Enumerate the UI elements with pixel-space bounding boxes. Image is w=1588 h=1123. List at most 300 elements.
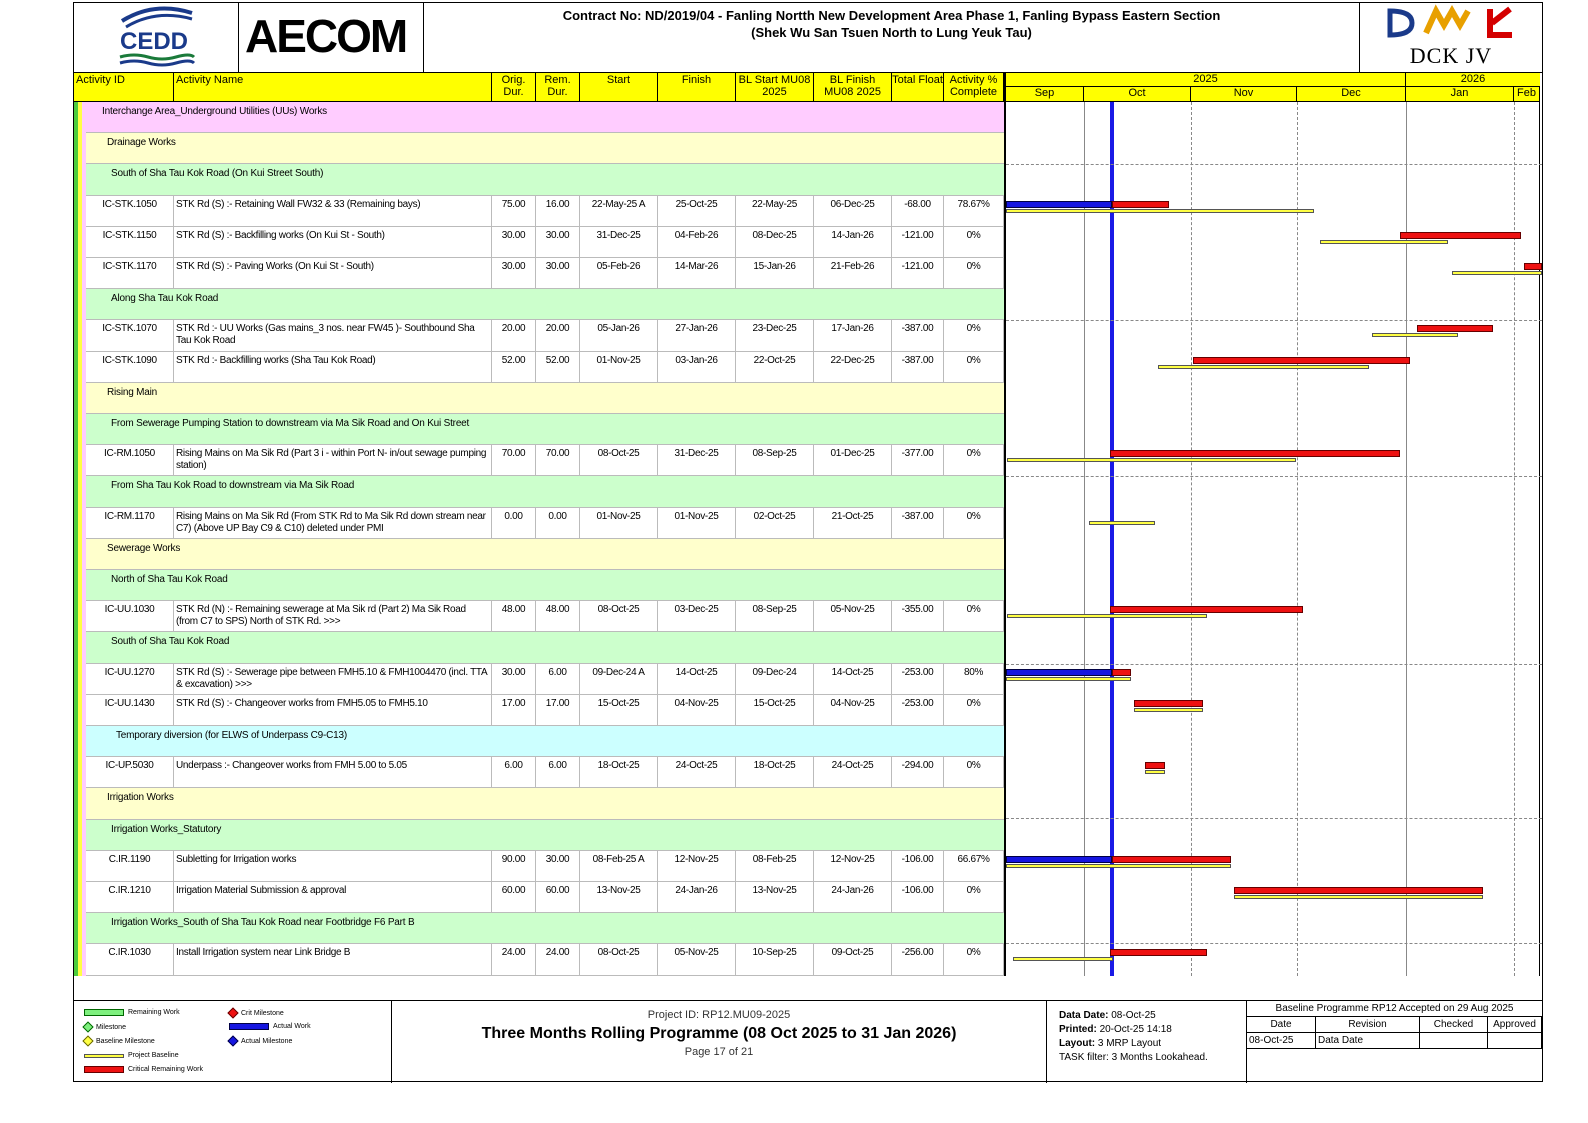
actual-work-swatch (229, 1023, 269, 1030)
cell-start: 18-Oct-25 (580, 757, 658, 788)
legend (74, 1001, 392, 1083)
revision-block (1247, 1001, 1542, 1083)
wbs-label: South of Sha Tau Kok Road (On Kui Street South) (111, 168, 324, 180)
cell-finish: 04-Nov-25 (658, 695, 736, 726)
cell-blf: 24-Oct-25 (814, 757, 892, 788)
cell-blf: 09-Oct-25 (814, 944, 892, 975)
cell-tf: -253.00 (892, 695, 944, 726)
cell-bls: 08-Dec-25 (736, 227, 814, 258)
project-baseline-bar (1134, 708, 1203, 712)
cell-start: 01-Nov-25 (580, 352, 658, 383)
critical-remaining-bar (1193, 357, 1410, 364)
cell-pc: 0% (944, 258, 1004, 289)
cell-blf: 24-Jan-26 (814, 882, 892, 913)
cell-start: 09-Dec-24 A (580, 664, 658, 695)
critical-remaining-bar (1134, 700, 1203, 707)
revision-cell: Data Date (1316, 1033, 1420, 1049)
cell-bls: 10-Sep-25 (736, 944, 814, 975)
project-id: Project ID: RP12.MU09-2025 (647, 1009, 791, 1021)
wbs-row (86, 414, 1004, 445)
cedd-logo (74, 3, 239, 73)
cell-id: IC-UU.1030 (86, 601, 174, 632)
cell-pc: 0% (944, 508, 1004, 539)
critical-remaining-bar (1145, 762, 1166, 769)
project-baseline-bar (1234, 895, 1482, 899)
cell-finish: 05-Nov-25 (658, 944, 736, 975)
cedd-logo-text: CEDD (120, 28, 189, 55)
cell-start: 08-Oct-25 (580, 944, 658, 975)
cell-blf: 17-Jan-26 (814, 320, 892, 351)
cell-name: STK Rd :- UU Works (Gas mains_3 nos. near FW45 )- Southbound Sha Tau Kok Road (174, 320, 492, 351)
cell-od: 20.00 (492, 320, 536, 351)
row-gridline (1006, 943, 1542, 944)
legend-label: Actual Work (273, 1023, 311, 1030)
cell-od: 48.00 (492, 601, 536, 632)
legend-label: Milestone (96, 1023, 126, 1031)
legend-item-project-baseline (84, 1052, 179, 1059)
project-baseline-bar (1007, 614, 1207, 618)
cell-finish: 01-Nov-25 (658, 508, 736, 539)
printed-info: Printed: 20-Oct-25 14:18 (1059, 1024, 1172, 1035)
cell-tf: -256.00 (892, 944, 944, 975)
cell-start: 15-Oct-25 (580, 695, 658, 726)
cell-rd: 30.00 (536, 227, 580, 258)
legend-label: Critical Remaining Work (128, 1066, 203, 1073)
cell-start: 13-Nov-25 (580, 882, 658, 913)
wbs-row (86, 913, 1004, 944)
legend-item-remaining-work (84, 1009, 180, 1016)
critical-remaining-bar (1112, 201, 1169, 208)
month-label-oct: Oct (1084, 87, 1191, 102)
programme-title: Three Months Rolling Programme (08 Oct 2025 to 31 Jan 2026) (481, 1025, 957, 1042)
legend-item-milestone (84, 1023, 126, 1031)
year-label-2025: 2025 (1006, 73, 1406, 87)
month-label-jan: Jan (1406, 87, 1514, 102)
critical-remaining-bar (1110, 949, 1207, 956)
cell-od: 0.00 (492, 508, 536, 539)
wbs-row (86, 476, 1004, 507)
cell-bls: 08-Feb-25 (736, 851, 814, 882)
data-date-line (1110, 102, 1114, 976)
actual-milestone-swatch (227, 1035, 238, 1046)
baseline-note: Baseline Programme RP12 Accepted on 29 Aug 2025 (1247, 1001, 1542, 1017)
cell-rd: 30.00 (536, 851, 580, 882)
table-row (86, 352, 1004, 383)
row-gridline (1006, 164, 1542, 165)
critical-remaining-work-swatch (84, 1066, 124, 1073)
cell-name: STK Rd (S) :- Changeover works from FMH5.05 to FMH5.10 (174, 695, 492, 726)
cell-rd: 6.00 (536, 664, 580, 695)
cell-od: 24.00 (492, 944, 536, 975)
revision-header-checked: Checked (1420, 1017, 1488, 1033)
cell-pc: 0% (944, 227, 1004, 258)
revision-cell: 08-Oct-25 (1247, 1033, 1316, 1049)
cell-start: 31-Dec-25 (580, 227, 658, 258)
cell-start: 22-May-25 A (580, 196, 658, 227)
cell-blf: 06-Dec-25 (814, 196, 892, 227)
month-label-nov: Nov (1191, 87, 1297, 102)
project-baseline-bar (1452, 271, 1542, 275)
cell-od: 6.00 (492, 757, 536, 788)
critical-remaining-bar (1417, 325, 1493, 332)
cell-pc: 0% (944, 352, 1004, 383)
cell-bls: 09-Dec-24 (736, 664, 814, 695)
cell-blf: 12-Nov-25 (814, 851, 892, 882)
wbs-row (86, 726, 1004, 757)
page-number: Page 17 of 21 (684, 1046, 754, 1058)
month-gridline (1084, 102, 1085, 976)
table-row (86, 445, 1004, 476)
wbs-row (86, 539, 1004, 570)
cell-finish: 24-Jan-26 (658, 882, 736, 913)
year-label-2026: 2026 (1406, 73, 1540, 87)
cell-name: STK Rd (S) :- Sewerage pipe between FMH5.10 & FMH1004470 (incl. TTA & excavation) >>> (174, 664, 492, 695)
project-baseline-bar (1089, 521, 1155, 525)
wbs-label: North of Sha Tau Kok Road (111, 574, 228, 585)
cell-rd: 30.00 (536, 258, 580, 289)
cell-id: IC-STK.1070 (86, 320, 174, 351)
cell-blf: 22-Dec-25 (814, 352, 892, 383)
project-baseline-swatch (84, 1054, 124, 1058)
cell-od: 30.00 (492, 227, 536, 258)
cell-name: Rising Mains on Ma Sik Rd (From STK Rd to Ma Sik Rd down stream near C7) (Above UP Bay C9 & C10) deleted under PMI (174, 508, 492, 539)
wbs-row (86, 788, 1004, 819)
cell-blf: 04-Nov-25 (814, 695, 892, 726)
cell-finish: 03-Dec-25 (658, 601, 736, 632)
table-row (86, 601, 1004, 632)
cell-name: Irrigation Material Submission & approval (174, 882, 492, 913)
project-baseline-bar (1372, 333, 1458, 337)
cell-name: STK Rd :- Backfilling works (Sha Tau Kok Road) (174, 352, 492, 383)
cell-od: 75.00 (492, 196, 536, 227)
cell-finish: 12-Nov-25 (658, 851, 736, 882)
wbs-row (86, 570, 1004, 601)
row-gridline (1006, 664, 1542, 665)
dck-jv-text: DCK JV (1409, 43, 1493, 68)
legend-label: Baseline Milestone (96, 1037, 155, 1045)
cell-id: IC-UU.1430 (86, 695, 174, 726)
cell-start: 05-Feb-26 (580, 258, 658, 289)
column-header-name: Activity Name (174, 73, 492, 102)
legend-label: Crit Milestone (241, 1009, 284, 1017)
cell-pc: 0% (944, 882, 1004, 913)
column-header-od: Orig. Dur. (492, 73, 536, 102)
cell-start: 01-Nov-25 (580, 508, 658, 539)
cell-rd: 24.00 (536, 944, 580, 975)
month-label-dec: Dec (1297, 87, 1406, 102)
critical-remaining-bar (1112, 856, 1231, 863)
cell-rd: 0.00 (536, 508, 580, 539)
cell-tf: -377.00 (892, 445, 944, 476)
cell-od: 30.00 (492, 664, 536, 695)
wbs-row (86, 383, 1004, 414)
cell-name: STK Rd (S) :- Backfilling works (On Kui St - South) (174, 227, 492, 258)
contract-title-line2: (Shek Wu San Tsuen North to Lung Yeuk Tau) (751, 25, 1032, 40)
layout-info: Layout: 3 MRP Layout (1059, 1038, 1162, 1049)
table-row (86, 196, 1004, 227)
critical-remaining-bar (1110, 450, 1400, 457)
table-row (86, 695, 1004, 726)
wbs-label: From Sha Tau Kok Road to downstream via Ma Sik Road (111, 480, 355, 492)
aecom-logo: AECOM (239, 3, 424, 73)
cell-bls: 15-Oct-25 (736, 695, 814, 726)
month-gridline (1297, 102, 1298, 976)
critical-remaining-bar (1524, 263, 1542, 270)
cedd-waves-icon (74, 3, 239, 73)
wbs-label: From Sewerage Pumping Station to downstream via Ma Sik Road and On Kui Street (111, 418, 470, 429)
project-baseline-bar (1320, 240, 1448, 244)
column-header-start: Start (580, 73, 658, 102)
cell-tf: -121.00 (892, 227, 944, 258)
critical-remaining-bar (1400, 232, 1521, 239)
cell-id: IC-STK.1150 (86, 227, 174, 258)
legend-label: Project Baseline (128, 1052, 179, 1059)
wbs-label: Irrigation Works_Statutory (111, 823, 222, 835)
table-row (86, 320, 1004, 351)
column-header-id: Activity ID (74, 73, 174, 102)
project-baseline-bar (1013, 957, 1113, 961)
cell-pc: 80% (944, 664, 1004, 695)
cell-rd: 60.00 (536, 882, 580, 913)
cell-blf: 01-Dec-25 (814, 445, 892, 476)
timescale-header (1004, 73, 1540, 102)
project-baseline-bar (1145, 770, 1166, 774)
critical-remaining-bar (1112, 669, 1131, 676)
cell-tf: -106.00 (892, 851, 944, 882)
cell-id: C.IR.1210 (86, 882, 174, 913)
crit-milestone-swatch (227, 1007, 238, 1018)
cell-id: IC-UP.5030 (86, 757, 174, 788)
row-gridline (1006, 320, 1542, 321)
cell-finish: 14-Oct-25 (658, 664, 736, 695)
cell-pc: 0% (944, 944, 1004, 975)
cell-finish: 25-Oct-25 (658, 196, 736, 227)
revision-header-date: Date (1247, 1017, 1316, 1033)
legend-item-actual-work (229, 1023, 311, 1030)
cell-tf: -294.00 (892, 757, 944, 788)
cell-od: 60.00 (492, 882, 536, 913)
cell-id: IC-UU.1270 (86, 664, 174, 695)
cell-pc: 0% (944, 757, 1004, 788)
baseline-milestone-swatch (82, 1035, 93, 1046)
cell-name: STK Rd (S) :- Retaining Wall FW32 & 33 (Remaining bays) (174, 196, 492, 227)
cell-od: 70.00 (492, 445, 536, 476)
wbs-label: Along Sha Tau Kok Road (111, 293, 219, 305)
contract-title-line1: Contract No: ND/2019/04 - Fanling Nortth New Development Area Phase 1, Fanling Bypass Eastern Section (562, 8, 1221, 23)
revision-cell (1420, 1033, 1488, 1049)
cell-start: 08-Feb-25 A (580, 851, 658, 882)
cell-id: C.IR.1190 (86, 851, 174, 882)
column-header-finish: Finish (658, 73, 736, 102)
legend-item-crit-milestone (229, 1009, 284, 1017)
dck-emblem-icon (1360, 3, 1543, 43)
table-row (86, 227, 1004, 258)
project-baseline-bar (1006, 209, 1314, 213)
table-row (86, 258, 1004, 289)
cell-tf: -387.00 (892, 352, 944, 383)
cell-finish: 04-Feb-26 (658, 227, 736, 258)
wbs-label: Temporary diversion (for ELWS of Underpass C9-C13) (116, 730, 348, 741)
critical-remaining-bar (1234, 887, 1482, 894)
cell-od: 52.00 (492, 352, 536, 383)
cell-od: 30.00 (492, 258, 536, 289)
footer-title-block (392, 1001, 1047, 1083)
cell-finish: 14-Mar-26 (658, 258, 736, 289)
filter-info: TASK filter: 3 Months Lookahead. (1059, 1052, 1208, 1063)
page-footer (74, 1000, 1542, 1082)
critical-remaining-bar (1110, 606, 1303, 613)
table-row (86, 664, 1004, 695)
cell-blf: 05-Nov-25 (814, 601, 892, 632)
wbs-row (86, 632, 1004, 663)
remaining-work-swatch (84, 1009, 124, 1016)
cell-finish: 03-Jan-26 (658, 352, 736, 383)
wbs-label: Drainage Works (107, 137, 176, 149)
cell-pc: 66.67% (944, 851, 1004, 882)
revision-cell (1488, 1033, 1542, 1049)
wbs-label: Rising Main (107, 386, 158, 398)
legend-item-actual-milestone (229, 1037, 292, 1045)
revision-header-approved: Approved (1488, 1017, 1542, 1033)
project-baseline-bar (1006, 677, 1131, 681)
column-header-blf: BL Finish MU08 2025 (814, 73, 892, 102)
cell-name: Underpass :- Changeover works from FMH 5.00 to 5.05 (174, 757, 492, 788)
cell-name: STK Rd (S) :- Paving Works (On Kui St - South) (174, 258, 492, 289)
cell-rd: 70.00 (536, 445, 580, 476)
month-label-sep: Sep (1006, 87, 1084, 102)
cell-bls: 08-Sep-25 (736, 601, 814, 632)
cell-rd: 52.00 (536, 352, 580, 383)
cell-rd: 6.00 (536, 757, 580, 788)
data-date-info: Data Date: 08-Oct-25 (1059, 1010, 1156, 1021)
cell-blf: 21-Feb-26 (814, 258, 892, 289)
wbs-row (86, 289, 1004, 320)
cell-rd: 17.00 (536, 695, 580, 726)
wbs-label: Irrigation Works_South of Sha Tau Kok Road near Footbridge F6 Part B (111, 917, 415, 929)
cell-blf: 14-Oct-25 (814, 664, 892, 695)
cell-tf: -355.00 (892, 601, 944, 632)
actual-work-bar (1006, 856, 1112, 863)
cell-name: Install Irrigation system near Link Bridge B (174, 944, 492, 975)
wbs-label: South of Sha Tau Kok Road (111, 636, 230, 648)
table-row (86, 882, 1004, 913)
cell-finish: 31-Dec-25 (658, 445, 736, 476)
milestone-swatch (82, 1021, 93, 1032)
cell-tf: -253.00 (892, 664, 944, 695)
cell-tf: -121.00 (892, 258, 944, 289)
cell-rd: 16.00 (536, 196, 580, 227)
cell-id: IC-RM.1170 (86, 508, 174, 539)
cell-pc: 0% (944, 320, 1004, 351)
cell-bls: 02-Oct-25 (736, 508, 814, 539)
cell-id: IC-STK.1170 (86, 258, 174, 289)
project-baseline-bar (1007, 458, 1297, 462)
gantt-chart (1004, 102, 1540, 976)
cell-bls: 23-Dec-25 (736, 320, 814, 351)
cell-pc: 78.67% (944, 196, 1004, 227)
cell-tf: -387.00 (892, 320, 944, 351)
cell-tf: -68.00 (892, 196, 944, 227)
table-row (86, 508, 1004, 539)
wbs-label: Sewerage Works (107, 542, 181, 554)
activity-table (74, 102, 1004, 976)
cell-pc: 0% (944, 445, 1004, 476)
column-header-rd: Rem. Dur. (536, 73, 580, 102)
cell-bls: 22-May-25 (736, 196, 814, 227)
cell-rd: 20.00 (536, 320, 580, 351)
column-header-bls: BL Start MU08 2025 (736, 73, 814, 102)
wbs-row (86, 820, 1004, 851)
actual-work-bar (1006, 201, 1112, 208)
project-baseline-bar (1006, 864, 1231, 868)
project-baseline-bar (1158, 365, 1368, 369)
page-header (74, 3, 1542, 73)
cell-bls: 08-Sep-25 (736, 445, 814, 476)
cell-start: 08-Oct-25 (580, 601, 658, 632)
cell-finish: 27-Jan-26 (658, 320, 736, 351)
cell-name: Subletting for Irrigation works (174, 851, 492, 882)
legend-label: Actual Milestone (241, 1037, 293, 1045)
cell-blf: 21-Oct-25 (814, 508, 892, 539)
cell-bls: 22-Oct-25 (736, 352, 814, 383)
row-gridline (1006, 818, 1542, 819)
cell-bls: 15-Jan-26 (736, 258, 814, 289)
cell-rd: 48.00 (536, 601, 580, 632)
wbs-row (86, 164, 1004, 195)
column-header-pc: Activity % Complete (944, 73, 1004, 102)
contract-title (424, 7, 1359, 41)
cell-start: 05-Jan-26 (580, 320, 658, 351)
revision-header-revision: Revision (1316, 1017, 1420, 1033)
cell-pc: 0% (944, 695, 1004, 726)
cell-name: STK Rd (N) :- Remaining sewerage at Ma Sik rd (Part 2) Ma Sik Road (from C7 to SPS) North of STK Rd. >>> (174, 601, 492, 632)
column-header-tf: Total Float (892, 73, 944, 102)
cell-pc: 0% (944, 601, 1004, 632)
table-row (86, 944, 1004, 975)
cell-blf: 14-Jan-26 (814, 227, 892, 258)
cell-bls: 13-Nov-25 (736, 882, 814, 913)
wbs-row (86, 102, 1004, 133)
wbs-label: Interchange Area_Underground Utilities (UUs) Works (102, 106, 327, 117)
cell-id: C.IR.1030 (86, 944, 174, 975)
cell-start: 08-Oct-25 (580, 445, 658, 476)
table-row (86, 757, 1004, 788)
schedule-page (73, 2, 1543, 1082)
wbs-row (86, 133, 1004, 164)
cell-id: IC-STK.1050 (86, 196, 174, 227)
month-label-feb: Feb (1514, 87, 1540, 102)
month-gridline (1191, 102, 1192, 976)
table-row (86, 851, 1004, 882)
cell-bls: 18-Oct-25 (736, 757, 814, 788)
cell-od: 90.00 (492, 851, 536, 882)
legend-item-baseline-milestone (84, 1037, 155, 1045)
dck-jv-logo (1359, 3, 1542, 73)
column-header-row (74, 73, 1004, 102)
actual-work-bar (1006, 669, 1112, 676)
legend-item-critical-remaining-work (84, 1066, 203, 1073)
cell-tf: -106.00 (892, 882, 944, 913)
cell-tf: -387.00 (892, 508, 944, 539)
cell-id: IC-RM.1050 (86, 445, 174, 476)
wbs-label: Irrigation Works (107, 792, 174, 804)
cell-id: IC-STK.1090 (86, 352, 174, 383)
cell-name: Rising Mains on Ma Sik Rd (Part 3 i - within Port N- in/out sewage pumping station) (174, 445, 492, 476)
legend-label: Remaining Work (128, 1009, 180, 1016)
cell-finish: 24-Oct-25 (658, 757, 736, 788)
cell-od: 17.00 (492, 695, 536, 726)
print-info (1047, 1001, 1247, 1083)
